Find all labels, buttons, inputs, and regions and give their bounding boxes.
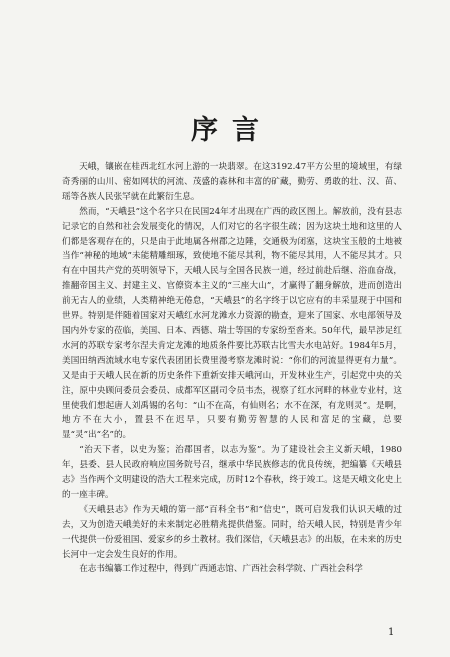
page-number: 1 (388, 627, 395, 638)
page-title: 序言 (191, 115, 273, 146)
paragraph: 然而，“天峨县”这个名字只在民国24年才出现在广西的政区图上。解放前，没有县志记录它的自然和社会发展变化的情况，人们对它的名字很生疏；因为这块土地和这里的人们都是客观存在的，只是由于此地属各州郡之边陲，交通极为闭塞，这块宝玉般的土地被当作“神秘的地域”未能精雕细琢，致使地不能尽其利，物不能尽其用，人不能尽其才。只有在中国共产党的英明领导下，天峨人民与全国各民族一道，经过前赴后继、浴血奋战，推翻帝国主义、封建主义、官僚资本主义的“三座大山”，才赢得了翻身解放，进而创造出前无古人的业绩，人类精神绝无倦怠，“天峨县”的名字终于以它应有的丰采显现于中国和世界。特别是伴随着国家对天峨红水河龙滩水力资源的勘查，迎来了国家、水电部领导及国内外专家的莅临，美国、日本、西德、瑞士等国的专家纷至沓来。50年代，最早涉足红水河的苏联专家考尔涅夫肯定龙滩的地质条件要比苏联古比雪夫水电站好。1984年5月，美国田纳西流域水电专家代表团团长费里漫考察龙滩时说：“你们的河流显得更有力量”。又是由于天峨人民在新的历史条件下重新安排天峨河山，开发林业生产，引起党中央的关注，原中央顾问委员会委员、成都军区副司令员韦杰，视察了红水河畔的林业专业村，这里使我们想起唐人刘禹锡的名句：“山不在高，有仙则名；水不在深，有龙则灵”。是啊，地方不在大小，置县不在迟早，只要有勤劳智慧的人民和富足的宝藏，总要显“灵”出“名”的。 (62, 206, 402, 441)
paragraph: 天峨，镶嵌在桂西北红水河上游的一块翡翠。在这3192.47平方公里的境域里，有绿奇秀丽的山川、密如网状的河流、茂盛的森林和丰富的矿藏，勤劳、勇敢的壮、汉、苗、瑶等各族人民张罕就在此繁衍生息。 (62, 162, 402, 202)
preface-body (62, 160, 402, 577)
paragraph: 《天峨县志》作为天峨的第一部“百科全书”和“信史”，既可启发我们认识天峨的过去，又为创造天峨美好的未来制定必胜精兆提供借鉴。同时，给天峨人民，特别是青少年一代提供一份爱祖国、爱家乡的乡土教材。我们深信，《天峨县志》的出版，在未来的历史长河中一定会发生良好的作用。 (62, 504, 402, 560)
paragraph: “治天下者，以史为鉴；治郡国者，以志为鉴”。为了建设社会主义新天峨，1980年，县委、县人民政府响应国务院号召，继承中华民族修志的优良传统，把编纂《天峨县志》当作两个文明建设的浩大工程来完成，历时12个春秋，终于竣工。这是天峨文化史上的一座丰碑。 (62, 445, 402, 500)
paragraph: 在志书编纂工作过程中，得到广西通志馆、广西社会科学院、广西社会科学 (79, 564, 363, 575)
